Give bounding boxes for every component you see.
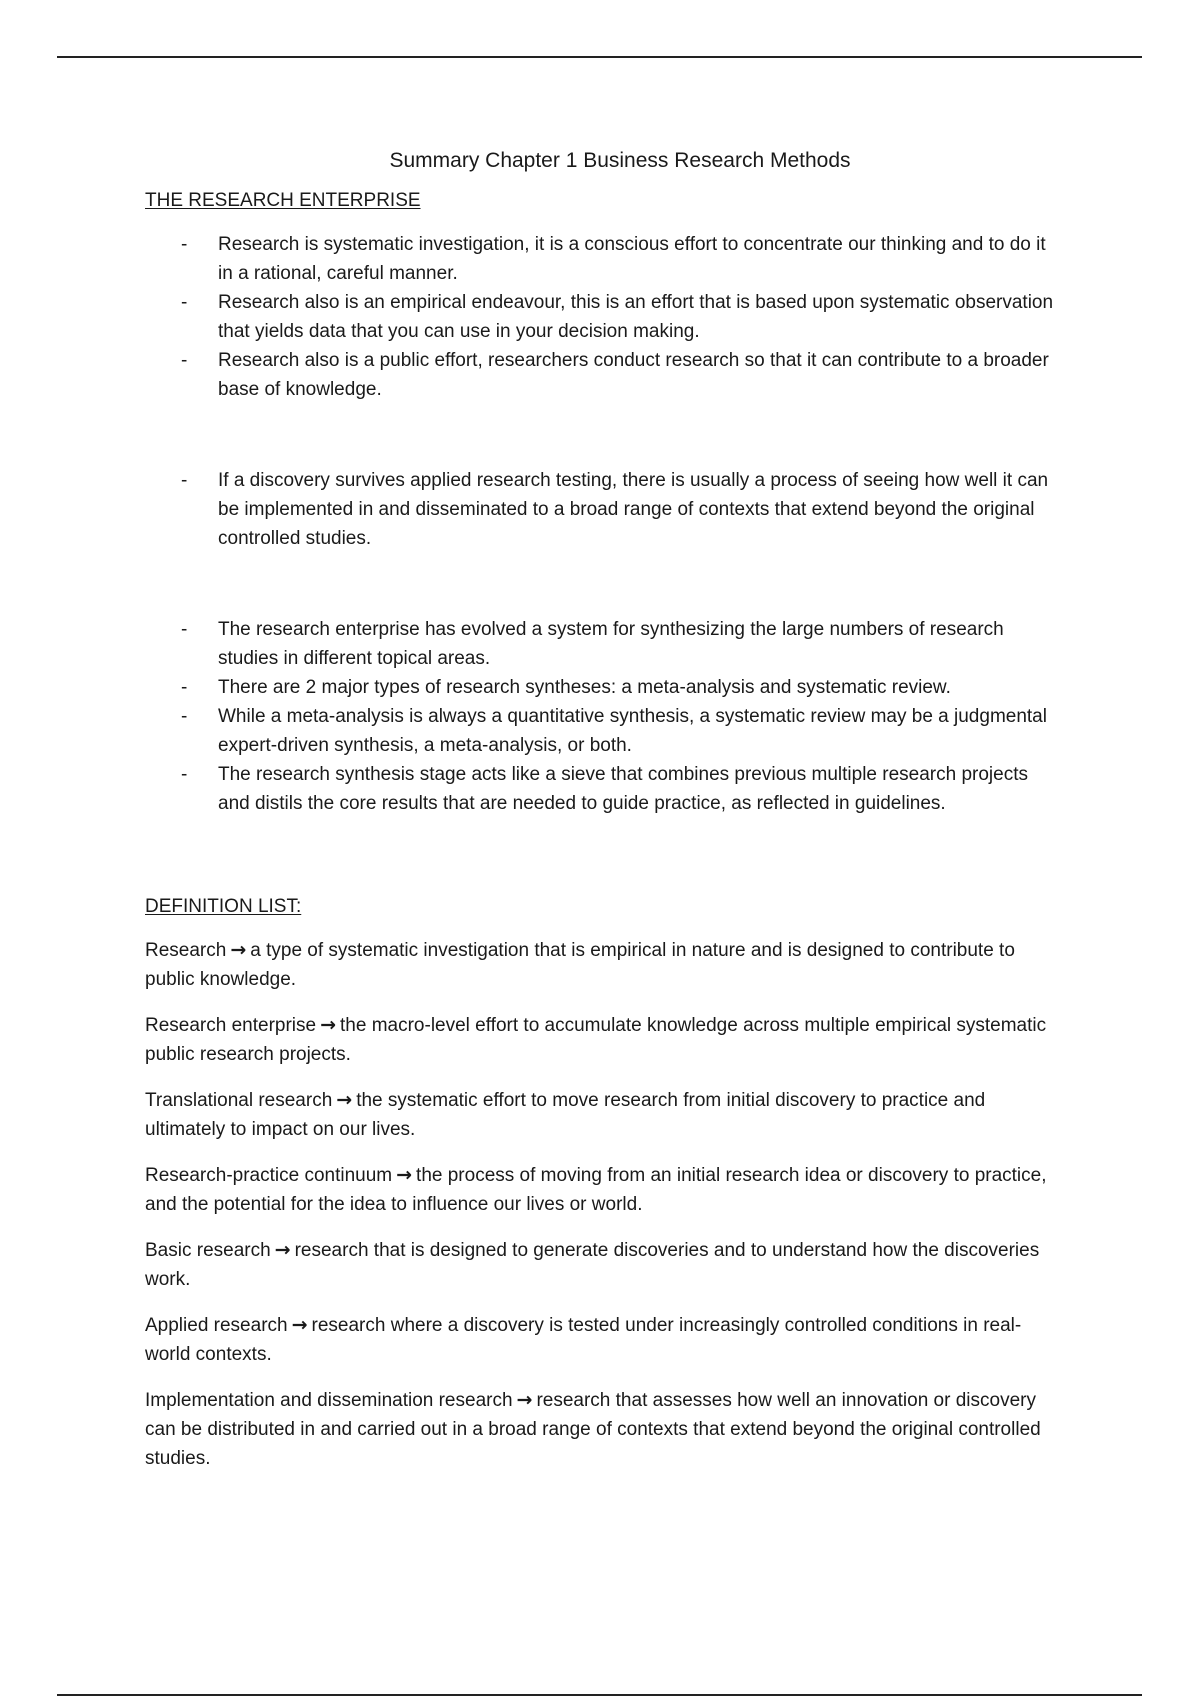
arrow-right-icon: → (336, 1089, 353, 1111)
definition-term: Basic research (145, 1240, 271, 1261)
list-item (145, 760, 1055, 818)
list-item (145, 230, 1055, 288)
list-item (145, 288, 1055, 346)
spacer (145, 404, 1055, 466)
bullet-dash: - (181, 292, 188, 313)
definition-text: the process of moving from an initial research idea or discovery to practice, and the potential for the idea to influence our lives or world. (145, 1165, 1047, 1215)
list-item (145, 466, 1055, 553)
definition-item (145, 1236, 1055, 1294)
list-item (145, 702, 1055, 760)
bullet-dash: - (181, 234, 188, 255)
list-item (145, 615, 1055, 673)
definition-list (145, 936, 1055, 1473)
definition-item (145, 1386, 1055, 1473)
arrow-right-icon: → (291, 1314, 308, 1336)
definition-term: Research enterprise (145, 1015, 317, 1036)
list-item-text: While a meta-analysis is always a quantitative synthesis, a systematic review may be a judgmental expert-driven synthesis, a meta-analysis, or both. (218, 706, 1047, 756)
definition-term: Applied research (145, 1315, 288, 1336)
arrow-right-icon: → (516, 1389, 533, 1411)
definition-term: Translational research (145, 1090, 333, 1111)
list-item-text: There are 2 major types of research syntheses: a meta-analysis and systematic review. (218, 677, 951, 698)
arrow-right-icon: → (274, 1239, 291, 1261)
list-item-text: Research also is a public effort, researchers conduct research so that it can contribute to a broader base of knowledge. (218, 350, 1049, 400)
bullet-dash: - (181, 350, 188, 371)
list-item (145, 346, 1055, 404)
arrow-right-icon: → (396, 1164, 413, 1186)
definition-text: research where a discovery is tested under increasingly controlled conditions in real-world contexts. (145, 1315, 1022, 1365)
list-item-text: The research enterprise has evolved a system for synthesizing the large numbers of research studies in different topical areas. (218, 619, 1004, 669)
definition-text: the systematic effort to move research from initial discovery to practice and ultimately to impact on our lives. (145, 1090, 986, 1140)
document-page (145, 140, 1055, 1490)
definition-item (145, 1086, 1055, 1144)
list-item-text: Research also is an empirical endeavour, this is an effort that is based upon systematic observation that yields data that you can use in your decision making. (218, 292, 1054, 342)
bullet-dash: - (181, 619, 188, 640)
definition-term: Implementation and dissemination research (145, 1390, 513, 1411)
section-heading-research-enterprise: THE RESEARCH ENTERPRISE (145, 190, 421, 211)
definition-term: Research (145, 940, 227, 961)
document-title: Summary Chapter 1 Business Research Methods (389, 149, 851, 172)
list-item-text: The research synthesis stage acts like a sieve that combines previous multiple research projects and distils the core results that are needed to guide practice, as reflected in guidelines. (218, 764, 1028, 814)
definition-item (145, 1011, 1055, 1069)
spacer (145, 553, 1055, 615)
list-item-text: If a discovery survives applied research testing, there is usually a process of seeing how well it can be implemented in and disseminated to a broad range of contexts that extend beyond the original controlled studies. (218, 470, 1049, 549)
definition-item (145, 936, 1055, 994)
definition-term: Research-practice continuum (145, 1165, 393, 1186)
definition-text: research that is designed to generate discoveries and to understand how the discoveries work. (145, 1240, 1040, 1290)
definition-text: the macro-level effort to accumulate knowledge across multiple empirical systematic public research projects. (145, 1015, 1047, 1065)
list-item-text: Research is systematic investigation, it is a conscious effort to concentrate our thinking and to do it in a rational, careful manner. (218, 234, 1046, 284)
bullet-list-group-3 (145, 615, 1055, 818)
bullet-dash: - (181, 706, 188, 727)
list-item (145, 673, 1055, 702)
definition-text: a type of systematic investigation that is empirical in nature and is designed to contribute to public knowledge. (145, 940, 1015, 990)
arrow-right-icon: → (230, 939, 247, 961)
definition-item (145, 1161, 1055, 1219)
arrow-right-icon: → (320, 1014, 337, 1036)
bullet-list-group-2 (145, 466, 1055, 553)
header-rule (57, 56, 1142, 58)
footer-rule (57, 1694, 1142, 1696)
definition-item (145, 1311, 1055, 1369)
bullet-dash: - (181, 764, 188, 785)
spacer (145, 818, 1055, 882)
bullet-list-group-1 (145, 230, 1055, 404)
bullet-dash: - (181, 677, 188, 698)
section-heading-definition-list: DEFINITION LIST: (145, 896, 302, 917)
bullet-dash: - (181, 470, 188, 491)
definition-text: research that assesses how well an innovation or discovery can be distributed in and carried out in a broad range of contexts that extend beyond the original controlled studies. (145, 1390, 1041, 1469)
